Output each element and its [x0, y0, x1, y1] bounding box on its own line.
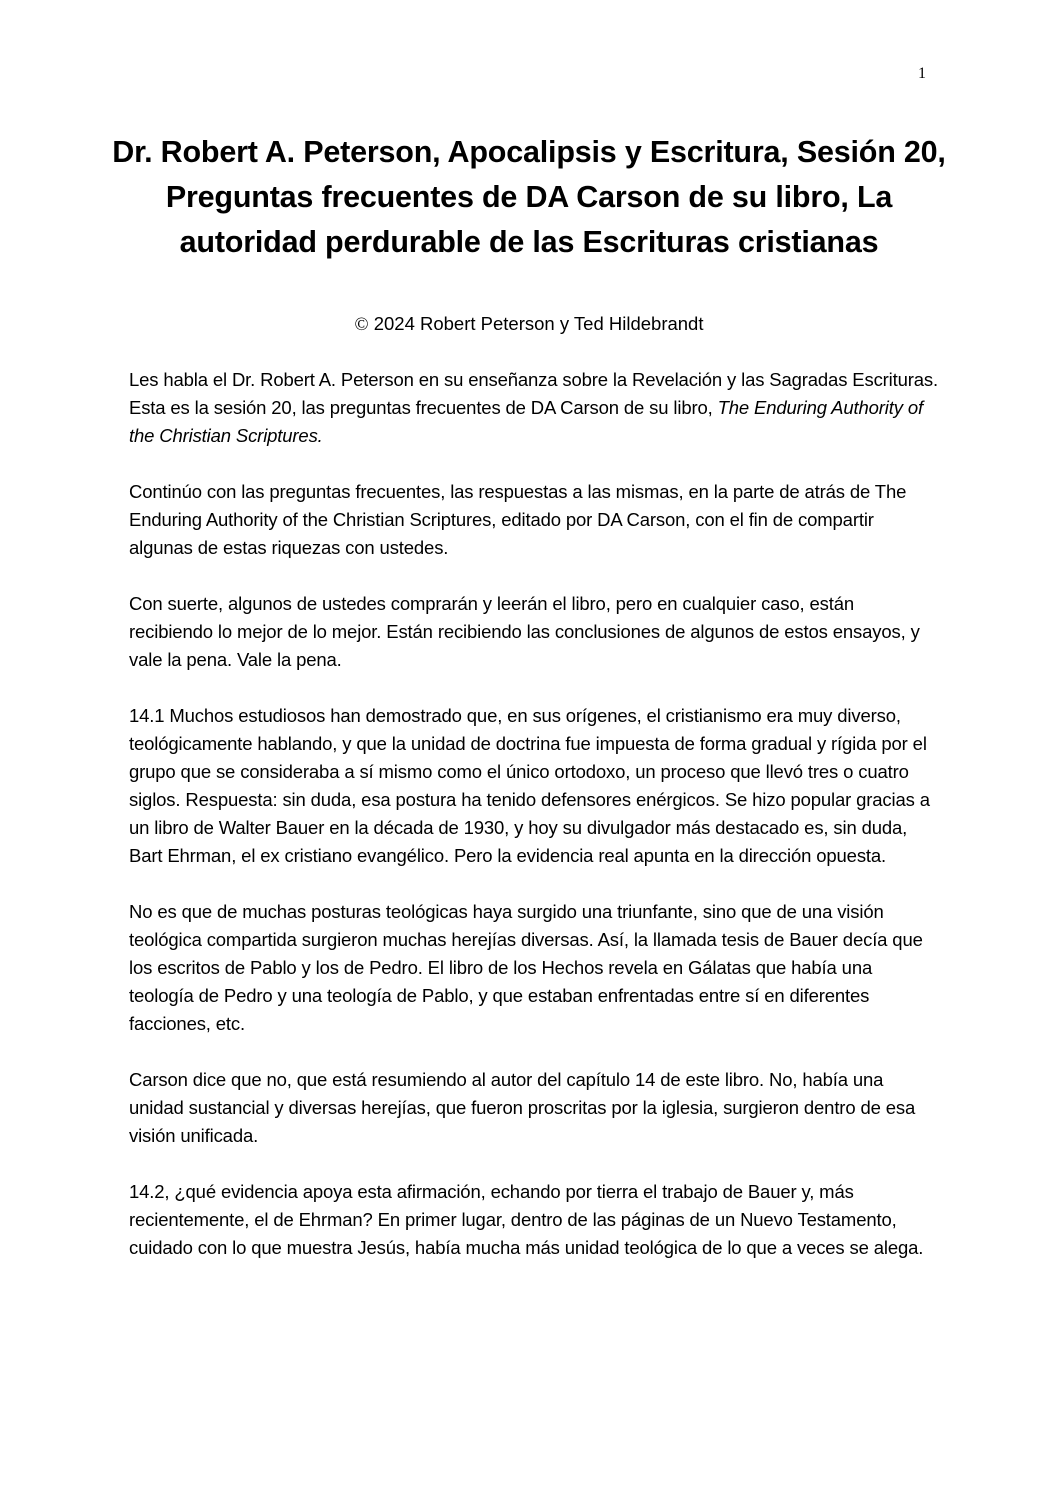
intro-text: Les habla el Dr. Robert A. Peterson en su enseñanza sobre la Revelación y las Sagradas Escrituras. Esta es la sesión 20, las preguntas frecuentes de DA Carson de su libro,	[129, 369, 939, 418]
document-title: Dr. Robert A. Peterson, Apocalipsis y Escritura, Sesión 20, Preguntas frecuentes de DA Carson de su libro, La autoridad perdurable de las Escrituras cristianas	[112, 135, 946, 259]
document-body	[129, 366, 941, 1290]
paragraph: 14.2, ¿qué evidencia apoya esta afirmación, echando por tierra el trabajo de Bauer y, más recientemente, el de Ehrman? En primer lugar, dentro de las páginas de un Nuevo Testamento, cuidado con lo que muestra Jesús, había mucha más unidad teológica de lo que a veces se alega.	[129, 1181, 924, 1258]
paragraph: 14.1 Muchos estudiosos han demostrado que, en sus orígenes, el cristianismo era muy diverso, teológicamente hablando, y que la unidad de doctrina fue impuesta de forma gradual y rígida por el grupo que se consideraba a sí mismo como el único ortodoxo, un proceso que llevó tres o cuatro siglos. Respuesta: sin duda, esa postura ha tenido defensores enérgicos. Se hizo popular gracias a un libro de Walter Bauer en la década de 1930, y hoy su divulgador más destacado es, sin duda, Bart Ehrman, el ex cristiano evangélico. Pero la evidencia real apunta en la dirección opuesta.	[129, 705, 930, 866]
paragraph: Carson dice que no, que está resumiendo al autor del capítulo 14 de este libro. No, había una unidad sustancial y diversas herejías, que fueron proscritas por la iglesia, surgieron dentro de esa visión unificada.	[129, 1069, 916, 1146]
copyright-text: 2024 Robert Peterson y Ted Hildebrandt	[368, 313, 704, 334]
page-number: 1	[918, 65, 926, 82]
paragraph: No es que de muchas posturas teológicas haya surgido una triunfante, sino que de una visión teológica compartida surgieron muchas herejías diversas. Así, la llamada tesis de Bauer decía que los escritos de Pablo y los de Pedro. El libro de los Hechos revela en Gálatas que había una teología de Pedro y una teología de Pablo, y que estaban enfrentadas entre sí en diferentes facciones, etc.	[129, 901, 923, 1034]
copyright-symbol: ©	[354, 315, 369, 335]
intro-paragraph	[129, 366, 941, 450]
intro-book-title: The Enduring Authority of the Christian Scriptures.	[129, 397, 923, 446]
paragraph: Con suerte, algunos de ustedes comprarán y leerán el libro, pero en cualquier caso, están recibiendo lo mejor de lo mejor. Están recibiendo las conclusiones de algunos de estos ensayos, y vale la pena. Vale la pena.	[129, 593, 920, 670]
paragraph: Continúo con las preguntas frecuentes, las respuestas a las mismas, en la parte de atrás de The Enduring Authority of the Christian Scriptures, editado por DA Carson, con el fin de compartir algunas de estas riquezas con ustedes.	[129, 481, 907, 558]
copyright-line	[100, 311, 958, 338]
